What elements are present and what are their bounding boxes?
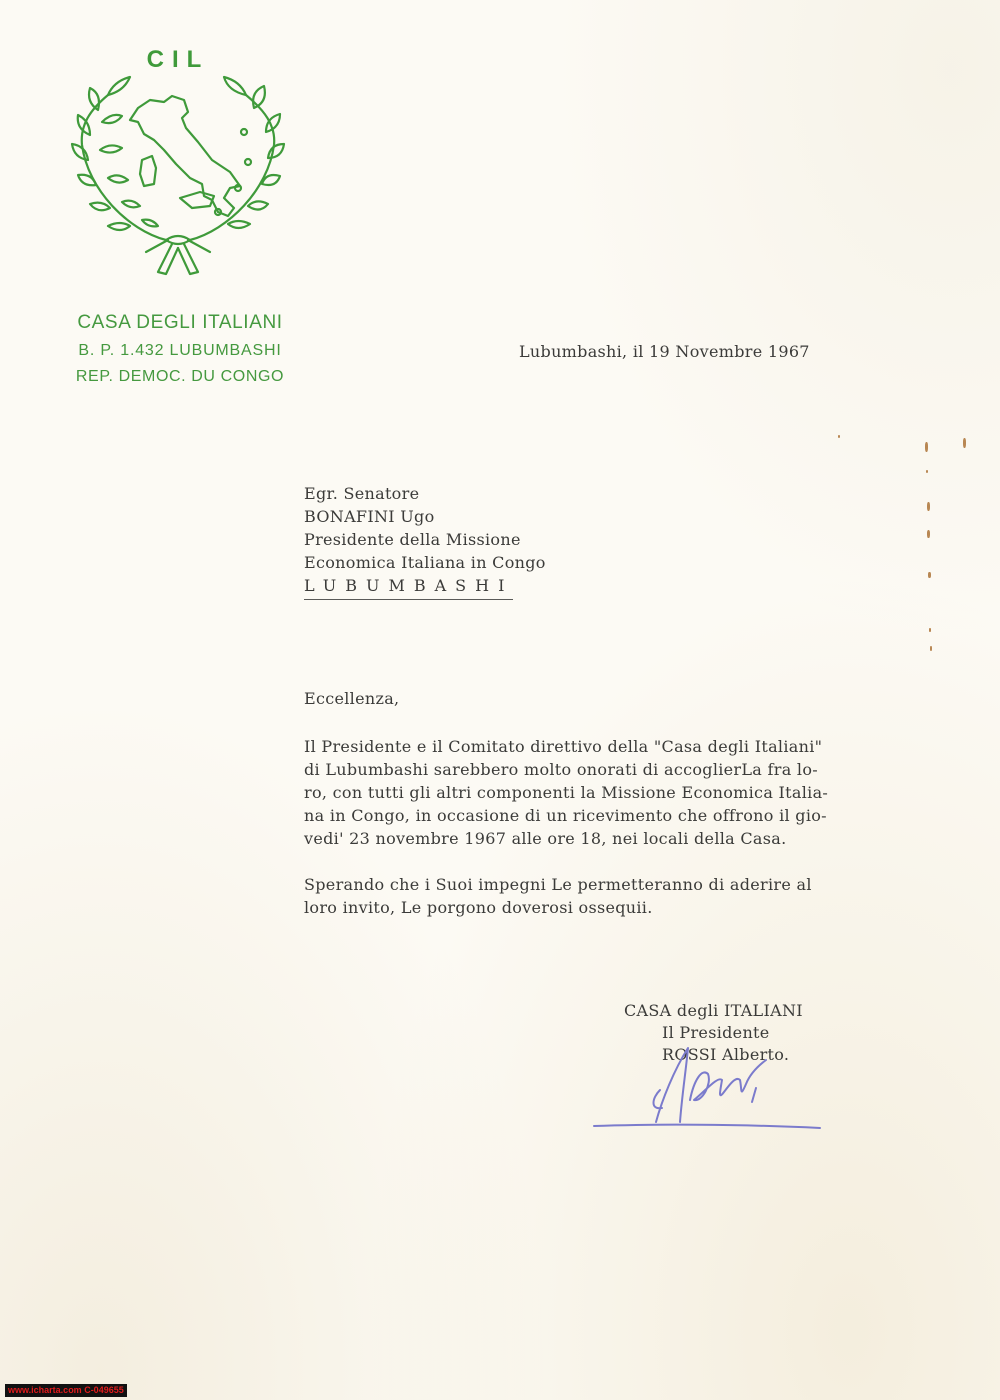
- foxing-spot: [926, 470, 928, 473]
- wreath-emblem-icon: [68, 40, 288, 285]
- body-line: Il Presidente e il Comitato direttivo della "Casa degli Italiani": [304, 737, 823, 756]
- letterhead-logo: [68, 40, 288, 285]
- closing-org: CASA degli ITALIANI: [624, 1001, 803, 1020]
- foxing-spot: [925, 442, 928, 452]
- recipient-address: [304, 482, 546, 600]
- watermark: www.icharta.com C-049655: [5, 1384, 127, 1397]
- foxing-spot: [928, 572, 931, 578]
- recipient-line-2: BONAFINI Ugo: [304, 507, 435, 526]
- recipient-line-3: Presidente della Missione: [304, 530, 521, 549]
- country: REP. DEMOC. DU CONGO: [75, 368, 285, 385]
- body-line: di Lubumbashi sarebbero molto onorati di accoglierLa fra lo-: [304, 760, 818, 779]
- body-line: vedi' 23 novembre 1967 alle ore 18, nei locali della Casa.: [304, 829, 787, 848]
- recipient-line-1: Egr. Senatore: [304, 484, 420, 503]
- closing-name: ROSSI Alberto.: [662, 1045, 790, 1064]
- body-line: ro, con tutti gli altri componenti la Missione Economica Italia-: [304, 783, 829, 802]
- letterhead-monogram: CIL: [146, 46, 210, 73]
- signature-icon: [590, 1040, 850, 1140]
- body-line: loro invito, Le porgono doverosi ossequii.: [304, 898, 653, 917]
- foxing-spot: [927, 530, 930, 538]
- closing-title: Il Presidente: [662, 1023, 770, 1042]
- handwritten-signature: [590, 1040, 850, 1140]
- place-date: Lubumbashi, il 19 Novembre 1967: [519, 342, 810, 361]
- foxing-spot: [927, 502, 930, 511]
- salutation: Eccellenza,: [304, 689, 400, 708]
- foxing-spot: [930, 646, 932, 651]
- recipient-line-4: Economica Italiana in Congo: [304, 553, 546, 572]
- body-paragraph-1: [304, 735, 964, 850]
- body-line: na in Congo, in occasione di un ricevimento che offrono il gio-: [304, 806, 827, 825]
- body-line: Sperando che i Suoi impegni Le permetteranno di aderire al: [304, 875, 812, 894]
- po-box: B. P. 1.432 LUBUMBASHI: [78, 342, 282, 359]
- letterhead-text: [52, 312, 308, 386]
- foxing-spot: [963, 438, 966, 448]
- body-paragraph-2: [304, 873, 964, 919]
- foxing-spot: [929, 628, 931, 632]
- org-name: CASA DEGLI ITALIANI: [77, 312, 283, 333]
- recipient-city: LUBUMBASHI: [304, 574, 513, 600]
- foxing-spot: [838, 435, 840, 438]
